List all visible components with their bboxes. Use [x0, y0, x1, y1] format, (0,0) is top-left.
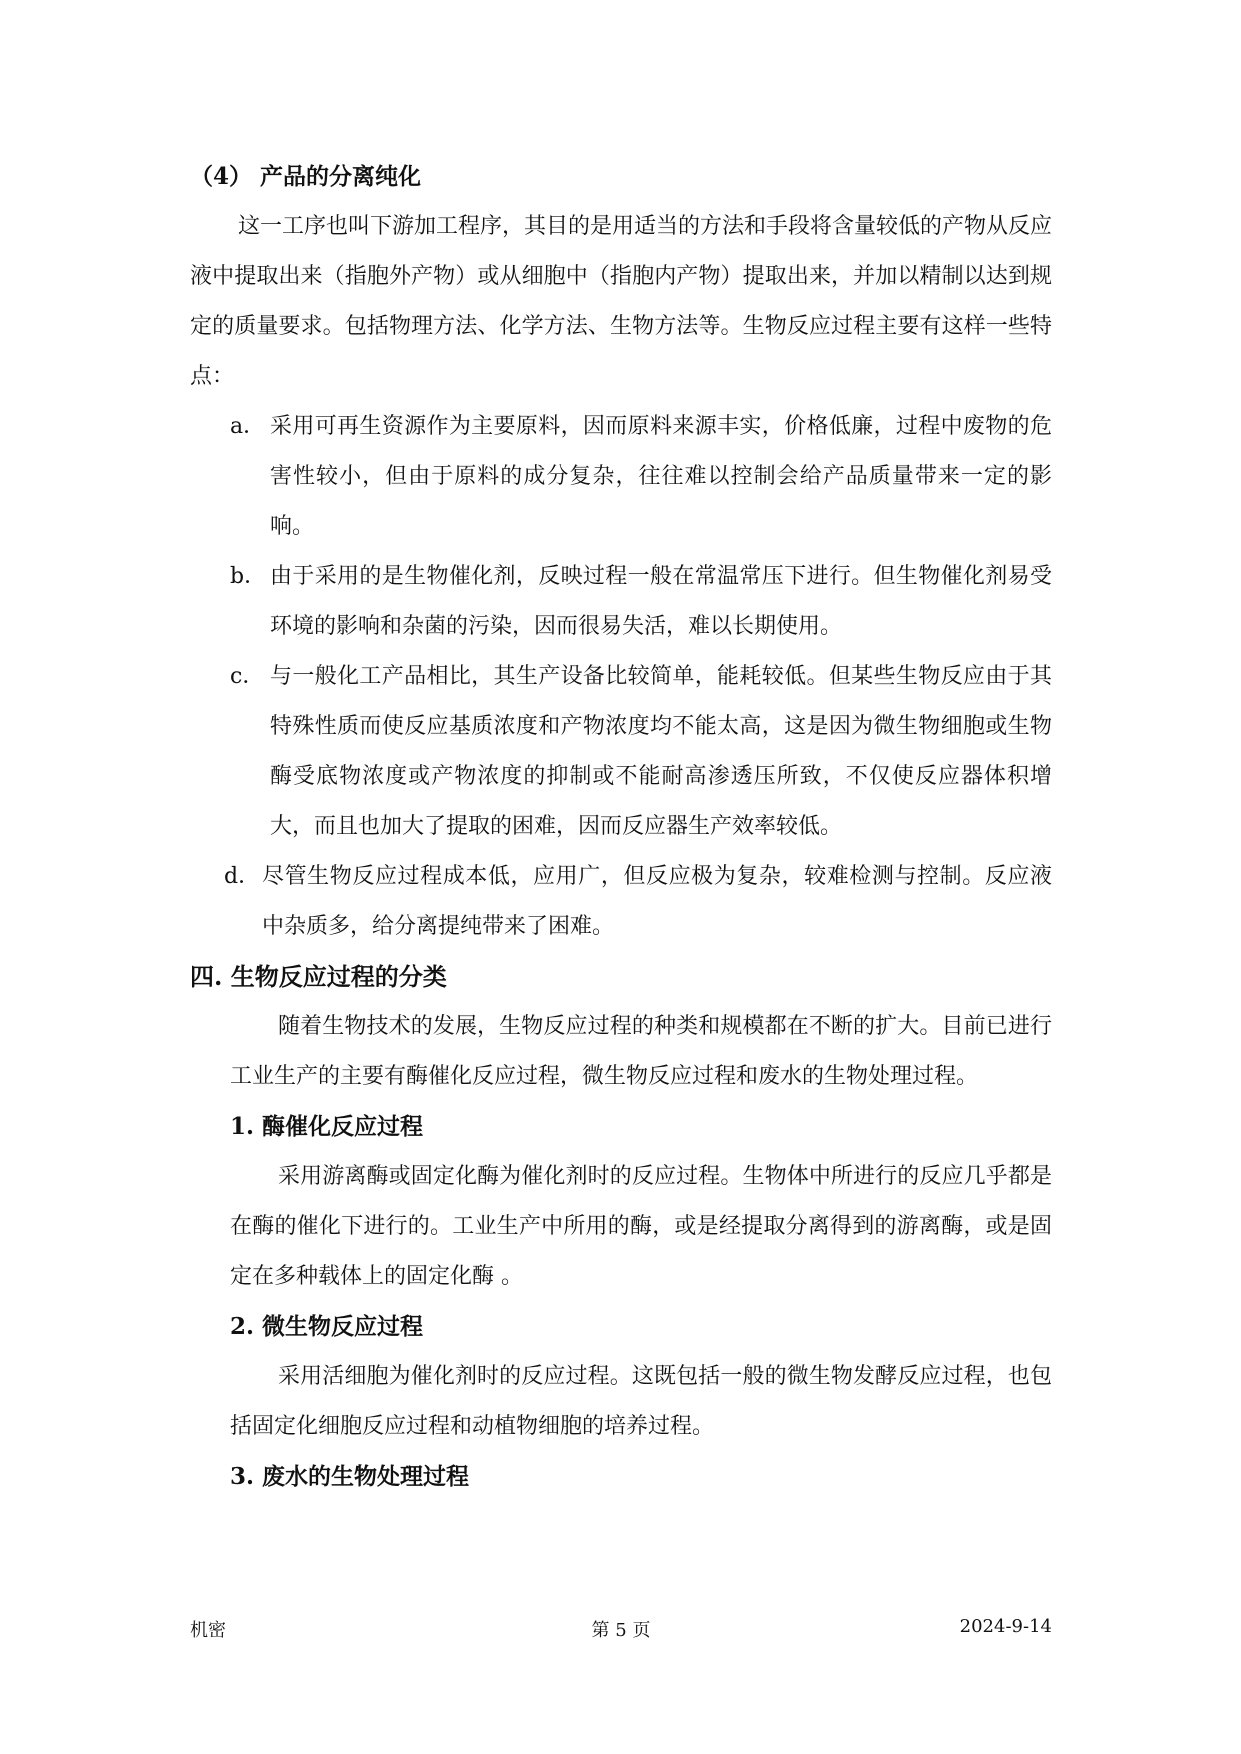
list-marker: a． — [230, 414, 266, 439]
section-title-classification: 四. 生物反应过程的分类 — [190, 962, 447, 991]
paragraph-classification: 随着生物技术的发展，生物反应过程的种类和规模都在不断的扩大。目前已进行工业生产的主要有酶催化反应过程，微生物反应过程和废水的生物处理过程。 — [230, 1014, 1052, 1089]
list-item — [190, 852, 1052, 952]
list-item — [190, 652, 1052, 852]
heading-product-separation: （4） 产品的分离纯化 — [190, 163, 422, 190]
subheading-microbial-reaction: 2. 微生物反应过程 — [230, 1313, 424, 1340]
footer-page-number: 第 5 页 — [591, 1620, 651, 1641]
paragraph-separation-intro: 这一工序也叫下游加工程序，其目的是用适当的方法和手段将含量较低的产物从反应液中提取出来（指胞外产物）或从细胞中（指胞内产物）提取出来，并加以精制以达到规定的质量要求。包括物理方法、化学方法、生物方法等。生物反应过程主要有这样一些特点： — [190, 214, 1053, 389]
paragraph-enzyme-catalysis: 采用游离酶或固定化酶为催化剂时的反应过程。生物体中所进行的反应几乎都是在酶的催化下进行的。工业生产中所用的酶，或是经提取分离得到的游离酶，或是固定在多种载体上的固定化酶 。 — [230, 1164, 1052, 1289]
list-item-text: 尽管生物反应过程成本低，应用广，但反应极为复杂，较难检测与控制。反应液中杂质多，给分离提纯带来了困难。 — [262, 864, 1052, 939]
footer-date: 2024-9-14 — [959, 1616, 1052, 1637]
list-item — [190, 552, 1052, 652]
list-marker: c． — [230, 664, 265, 689]
list-marker: b． — [230, 564, 267, 589]
list-item-text: 由于采用的是生物催化剂，反映过程一般在常温常压下进行。但生物催化剂易受环境的影响和杂菌的污染，因而很易失活，难以长期使用。 — [270, 564, 1052, 639]
list-item-text: 与一般化工产品相比，其生产设备比较简单，能耗较低。但某些生物反应由于其特殊性质而使反应基质浓度和产物浓度均不能太高，这是因为微生物细胞或生物酶受底物浓度或产物浓度的抑制或不能耐高渗透压所致，不仅使反应器体积增大，而且也加大了提取的困难，因而反应器生产效率较低。 — [270, 664, 1052, 839]
list-marker: d． — [224, 864, 261, 889]
feature-list — [190, 402, 1052, 952]
page-footer — [190, 1616, 1052, 1646]
list-item — [190, 402, 1052, 552]
paragraph-microbial-reaction: 采用活细胞为催化剂时的反应过程。这既包括一般的微生物发酵反应过程，也包括固定化细胞反应过程和动植物细胞的培养过程。 — [230, 1364, 1052, 1439]
footer-confidential-label: 机密 — [190, 1620, 226, 1641]
list-item-text: 采用可再生资源作为主要原料，因而原料来源丰实，价格低廉，过程中废物的危害性较小，但由于原料的成分复杂，往往难以控制会给产品质量带来一定的影响。 — [270, 414, 1052, 539]
subheading-enzyme-catalysis: 1. 酶催化反应过程 — [230, 1113, 424, 1140]
page-content — [190, 152, 1052, 1502]
subheading-wastewater-treatment: 3. 废水的生物处理过程 — [230, 1463, 470, 1490]
